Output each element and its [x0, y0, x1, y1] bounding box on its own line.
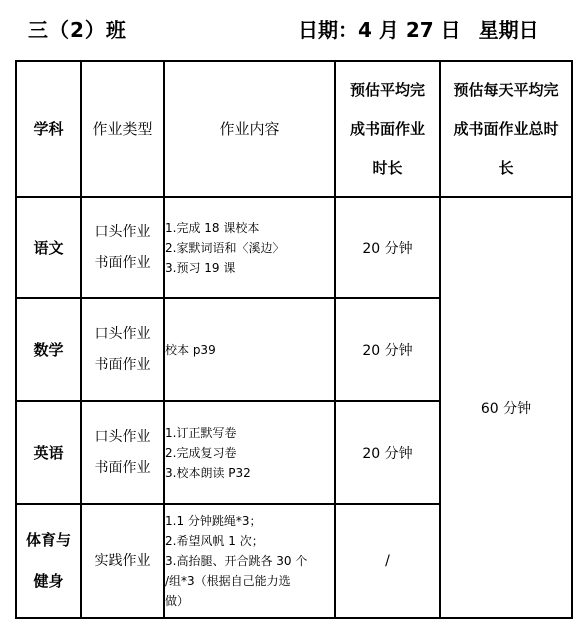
type-label: 口头作业 — [94, 325, 151, 342]
type-label: 书面作业 — [94, 459, 151, 476]
content-cell — [164, 401, 335, 504]
content-line: 3.预习 19 课 — [165, 260, 236, 275]
col-total-line: 成书面作业总时 — [453, 119, 559, 138]
subject-label: 英语 — [33, 444, 64, 462]
type-label: 书面作业 — [94, 254, 151, 271]
time-cell: / — [335, 504, 440, 618]
type-cell — [81, 197, 164, 298]
col-total — [440, 61, 572, 197]
table-row — [16, 197, 572, 298]
subject-cell — [16, 401, 81, 504]
type-cell — [81, 504, 164, 618]
weekday: 星期日 — [478, 18, 539, 42]
subject-label: 体育与 — [25, 531, 71, 549]
col-subject: 学科 — [16, 61, 81, 197]
content-cell — [164, 504, 335, 618]
content-line: 3.高抬腿、开合跳各 30 个 — [165, 554, 308, 568]
content-line: 1.订正默写卷 — [165, 425, 237, 440]
time-cell: 20 分钟 — [335, 401, 440, 504]
type-label: 口头作业 — [94, 223, 151, 240]
type-label: 口头作业 — [94, 428, 151, 445]
total-time-cell: 60 分钟 — [440, 197, 572, 618]
col-type: 作业类型 — [81, 61, 164, 197]
col-time-line: 时长 — [372, 158, 403, 177]
date-line — [298, 14, 539, 43]
content-line: 2.完成复习卷 — [165, 445, 237, 460]
date-label: 日期：4 月 27 日 — [298, 18, 461, 42]
subject-label: 数学 — [33, 341, 64, 359]
table-header-row — [16, 61, 572, 197]
content-cell — [164, 197, 335, 298]
col-total-line: 预估每天平均完 — [453, 80, 559, 99]
col-time — [335, 61, 440, 197]
type-label: 书面作业 — [94, 356, 151, 373]
content-line: 做） — [165, 594, 190, 608]
content-line: 2.家默词语和〈溪边〉 — [165, 240, 285, 255]
subject-label: 语文 — [33, 239, 64, 257]
col-content: 作业内容 — [164, 61, 335, 197]
content-line: /组*3（根据自己能力选 — [165, 574, 291, 588]
page-header — [0, 14, 586, 46]
col-time-line: 成书面作业 — [349, 119, 425, 138]
time-cell: 20 分钟 — [335, 197, 440, 298]
subject-cell — [16, 298, 81, 401]
subject-cell — [16, 504, 81, 618]
col-total-line: 长 — [498, 158, 514, 177]
content-line: 校本 p39 — [165, 342, 216, 357]
content-line: 1.1 分钟跳绳*3； — [165, 514, 262, 528]
homework-table — [15, 60, 573, 619]
content-line: 2.希望风帆 1 次； — [165, 534, 264, 548]
type-label: 实践作业 — [94, 552, 151, 569]
content-cell — [164, 298, 335, 401]
type-cell — [81, 401, 164, 504]
time-cell: 20 分钟 — [335, 298, 440, 401]
col-time-line: 预估平均完 — [349, 80, 425, 99]
content-line: 3.校本朗读 P32 — [165, 465, 251, 480]
class-name: 三（2）班 — [28, 18, 127, 42]
content-line: 1.完成 18 课校本 — [165, 220, 260, 235]
subject-cell — [16, 197, 81, 298]
type-cell — [81, 298, 164, 401]
subject-label: 健身 — [33, 572, 64, 590]
